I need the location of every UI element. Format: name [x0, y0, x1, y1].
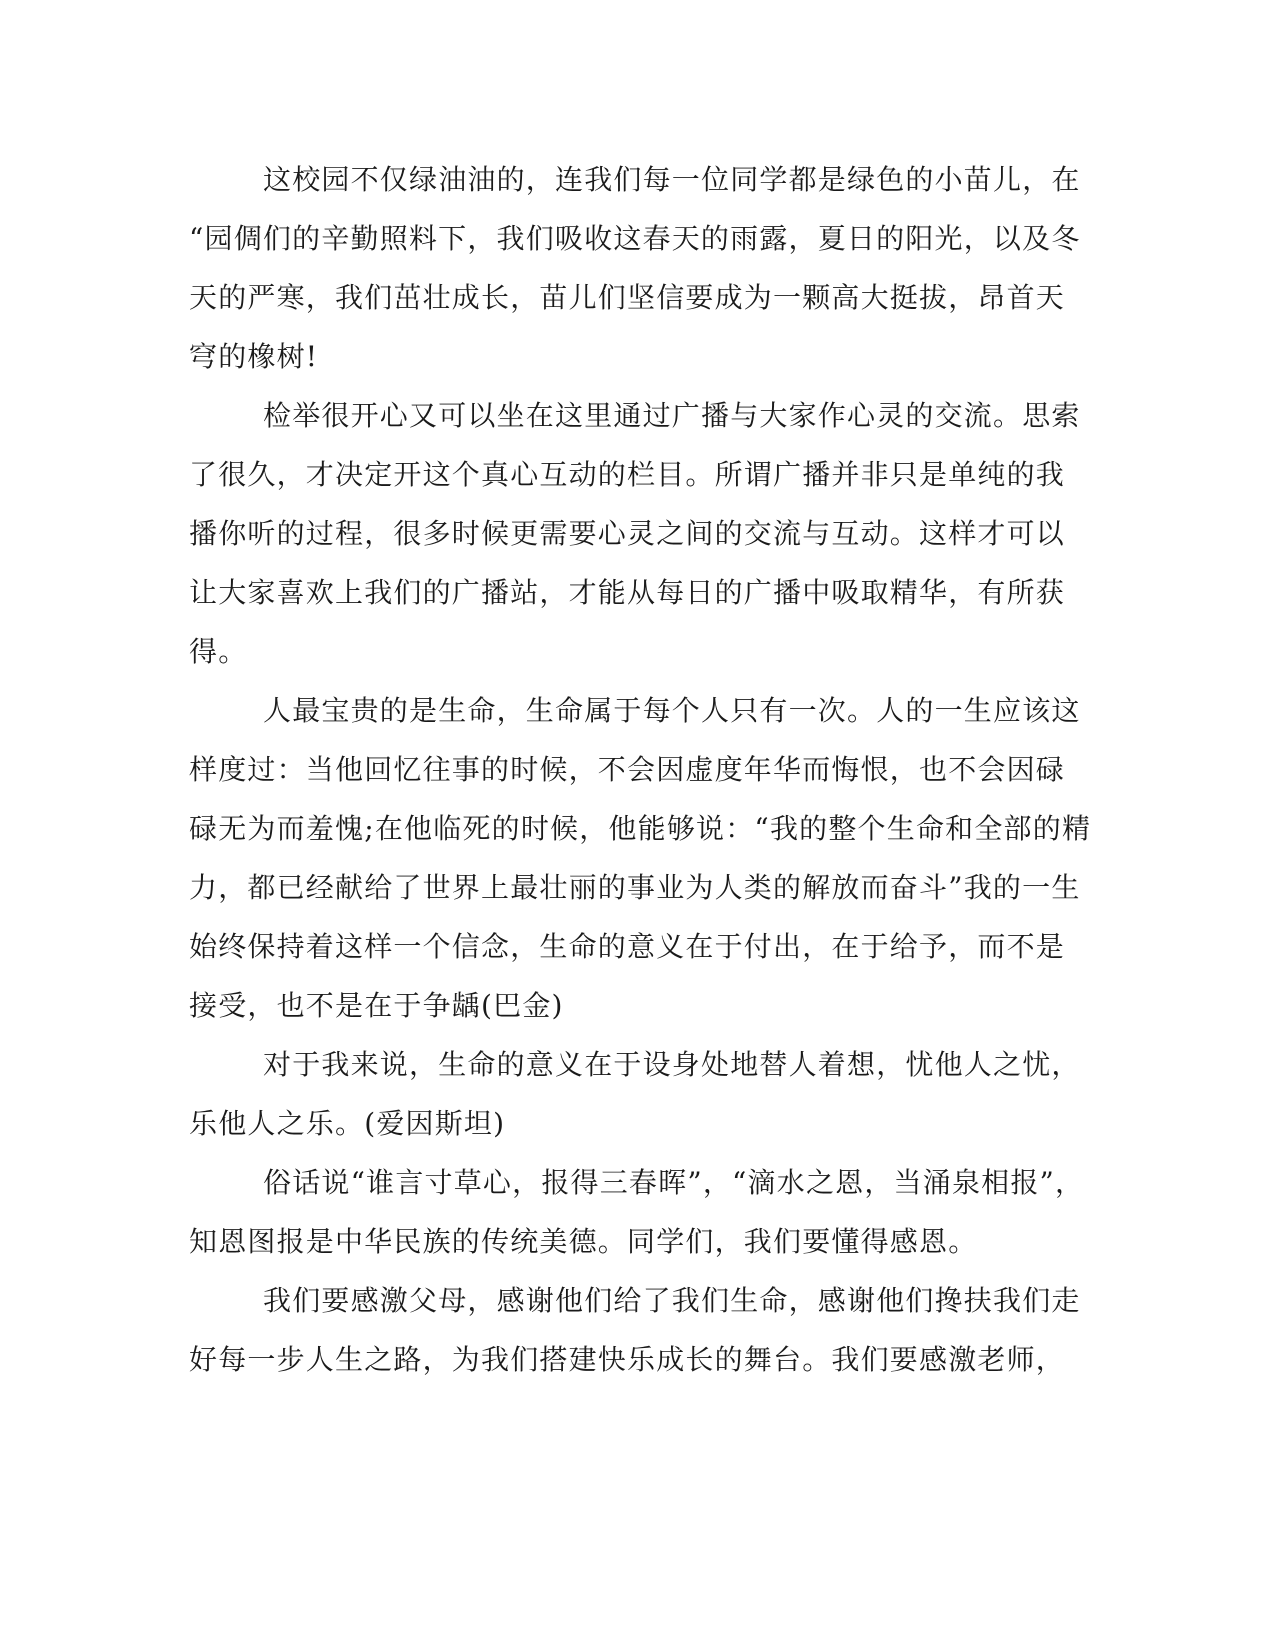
text-line: 好每一步人生之路，为我们搭建快乐成长的舞台。我们要感激老师， [189, 1343, 1066, 1376]
text-line: 天的严寒，我们茁壮成长，苗儿们坚信要成为一颗高大挺拔，昂首天 [189, 281, 1066, 314]
text-line: 穹的橡树! [189, 340, 319, 373]
text-line: 我们要感激父母，感谢他们给了我们生命，感谢他们搀扶我们走 [263, 1284, 1081, 1317]
text-line: 人最宝贵的是生命，生命属于每个人只有一次。人的一生应该这 [263, 694, 1081, 727]
text-line: 俗话说“谁言寸草心，报得三春晖”，“滴水之恩，当涌泉相报”， [263, 1166, 1085, 1199]
text-line: 接受，也不是在于争龋(巴金) [189, 989, 564, 1022]
text-line: 碌无为而羞愧;在他临死的时候，他能够说：“我的整个生命和全部的精 [189, 812, 1092, 845]
text-line: 得。 [189, 635, 248, 668]
text-line: “园倜们的辛勤照料下，我们吸收这春天的雨露，夏日的阳光，以及冬 [189, 222, 1081, 255]
text-line: 知恩图报是中华民族的传统美德。同学们，我们要懂得感恩。 [189, 1225, 978, 1258]
text-line: 播你听的过程，很多时候更需要心灵之间的交流与互动。这样才可以 [189, 517, 1066, 550]
text-line: 检举很开心又可以坐在这里通过广播与大家作心灵的交流。思索 [263, 399, 1081, 432]
text-line: 对于我来说，生命的意义在于设身处地替人着想，忧他人之忧， [263, 1048, 1081, 1081]
text-line: 这校园不仅绿油油的，连我们每一位同学都是绿色的小苗儿，在 [263, 163, 1081, 196]
text-line: 始终保持着这样一个信念，生命的意义在于付出，在于给予，而不是 [189, 930, 1066, 963]
text-line: 乐他人之乐。(爱因斯坦) [189, 1107, 506, 1140]
text-line: 样度过：当他回忆往事的时候，不会因虚度年华而悔恨，也不会因碌 [189, 753, 1066, 786]
text-line: 力，都已经献给了世界上最壮丽的事业为人类的解放而奋斗”我的一生 [189, 871, 1081, 904]
text-line: 让大家喜欢上我们的广播站，才能从每日的广播中吸取精华，有所获 [189, 576, 1066, 609]
text-line: 了很久，才决定开这个真心互动的栏目。所谓广播并非只是单纯的我 [189, 458, 1066, 491]
